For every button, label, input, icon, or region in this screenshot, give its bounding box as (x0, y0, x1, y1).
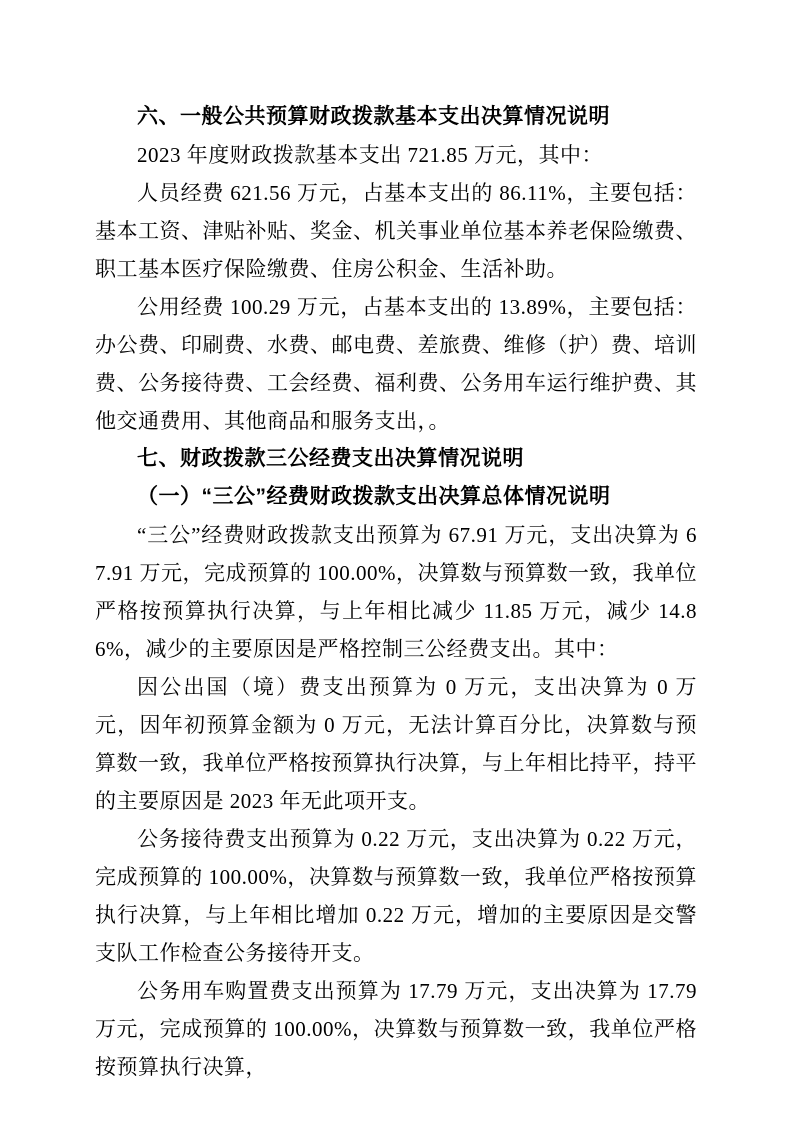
heading-section-seven: 七、财政拨款三公经费支出决算情况说明 (137, 447, 524, 470)
heading-subsection-one: （一）“三公”经费财政拨款支出决算总体情况说明 (137, 485, 611, 508)
para-official-reception-expense: 公务接待费支出预算为 0.22 万元，支出决算为 0.22 万元，完成预算的 100.00%，决算数与预算数一致，我单位严格按预算执行决算，与上年相比增加 0.22 万元，增加的主要原因是交警支队工作检查公务接待开支。 (95, 827, 697, 965)
para-three-public-overview: “三公”经费财政拨款支出预算为 67.91 万元，支出决算为 67.91 万元，完成预算的 100.00%，决算数与预算数一致，我单位严格按预算执行决算，与上年相比减少 11.85 万元，减少 14.86%，减少的主要原因是严格控制三公经费支出。其中： (95, 523, 697, 661)
document-body (95, 98, 697, 1086)
para-vehicle-purchase-expense: 公务用车购置费支出预算为 17.79 万元，支出决算为 17.79 万元，完成预算的 100.00%，决算数与预算数一致，我单位严格按预算执行决算， (95, 979, 697, 1079)
para-public-funds: 公用经费 100.29 万元，占基本支出的 13.89%，主要包括：办公费、印刷费、水费、邮电费、差旅费、维修（护）费、培训费、公务接待费、工会经费、福利费、公务用车运行维护费、其他交通费用、其他商品和服务支出，。 (95, 295, 697, 433)
heading-section-six: 六、一般公共预算财政拨款基本支出决算情况说明 (137, 105, 610, 128)
para-overseas-travel-expense: 因公出国（境）费支出预算为 0 万元，支出决算为 0 万元，因年初预算金额为 0 万元，无法计算百分比，决算数与预算数一致，我单位严格按预算执行决算，与上年相比持平，持平的主要原因是 2023 年无此项开支。 (95, 675, 697, 813)
para-basic-expenditure-total: 2023 年度财政拨款基本支出 721.85 万元，其中： (137, 143, 603, 167)
para-personnel-funds: 人员经费 621.56 万元，占基本支出的 86.11%，主要包括：基本工资、津贴补贴、奖金、机关事业单位基本养老保险缴费、职工基本医疗保险缴费、住房公积金、生活补助。 (95, 181, 697, 281)
